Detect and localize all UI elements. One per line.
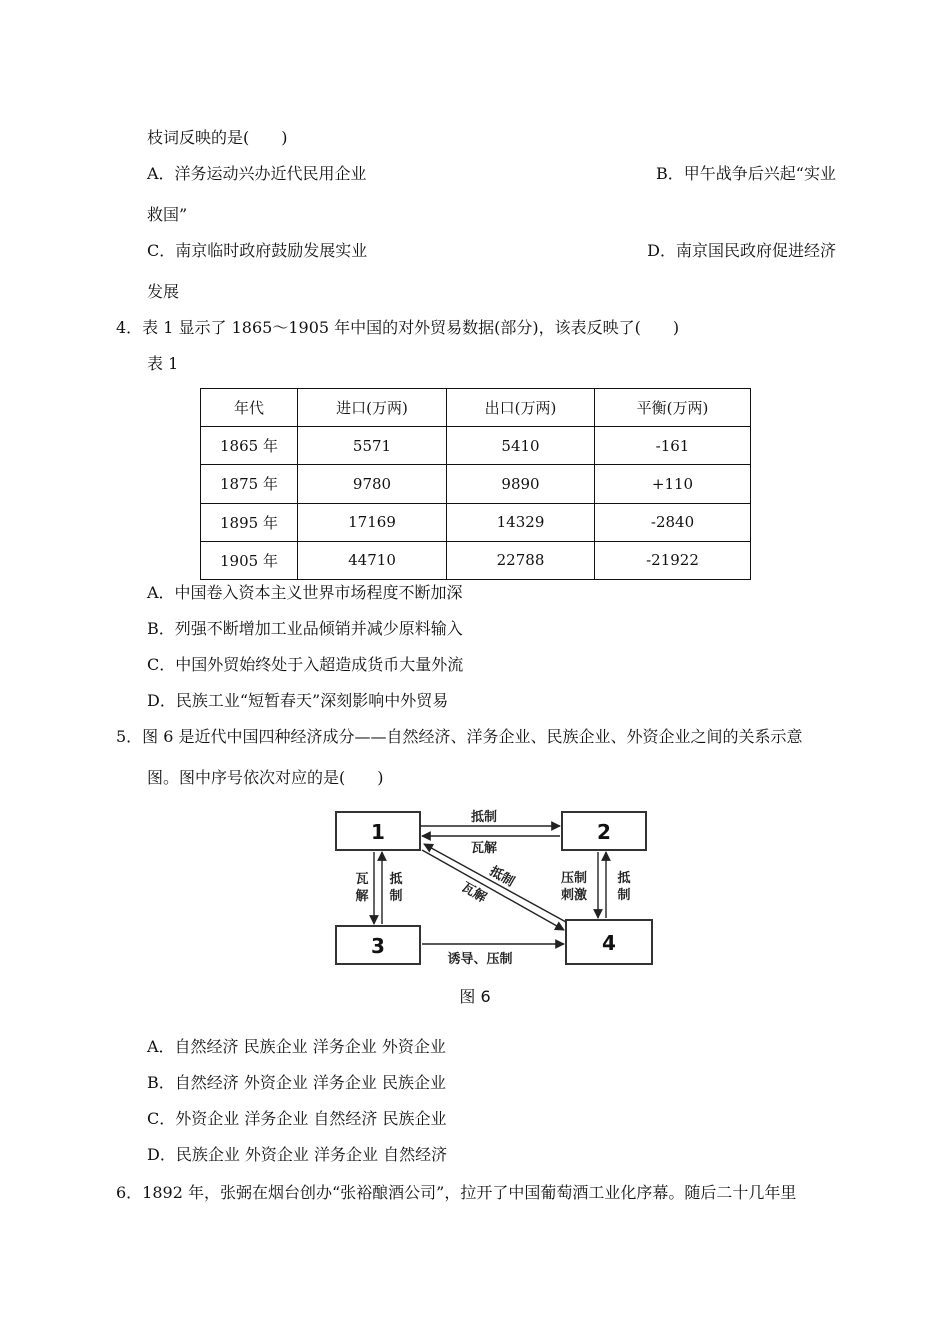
economy-relation-diagram: [330, 808, 655, 968]
table-cell: +110: [595, 465, 751, 503]
q3-option-d-cont: 发展: [147, 282, 180, 301]
table-cell: 1895 年: [201, 503, 298, 541]
table-header-cell: 进口(万两): [298, 389, 447, 427]
label-diagonal-lower: 瓦解: [458, 879, 489, 906]
label-3-4: 诱导、压制: [447, 952, 513, 967]
label-1-2-bottom: 瓦解: [470, 841, 498, 856]
box-1-label: 1: [371, 820, 385, 844]
q4-option-d: D．民族工业“短暂春天”深刻影响中外贸易: [147, 691, 449, 710]
label-1-2-top: 抵制: [470, 810, 498, 825]
q5-option-d: D．民族企业 外资企业 洋务企业 自然经济: [147, 1145, 448, 1164]
label-2-4-left-a: 压制: [560, 871, 588, 886]
q4-option-a: A．中国卷入资本主义世界市场程度不断加深: [147, 583, 463, 602]
q4-stem: 4．表 1 显示了 1865～1905 年中国的对外贸易数据(部分)，该表反映了( ): [116, 318, 680, 337]
label-1-3-left-a: 瓦: [355, 872, 369, 887]
table-cell: 14329: [447, 503, 595, 541]
diagram-caption: 图 6: [459, 987, 491, 1006]
box-4-label: 4: [602, 931, 616, 955]
label-diagonal-upper: 抵制: [486, 863, 517, 890]
q5-option-b: B．自然经济 外资企业 洋务企业 民族企业: [147, 1073, 447, 1092]
table-cell: 44710: [298, 541, 447, 579]
label-2-4-right-b: 制: [617, 888, 631, 903]
table-cell: 22788: [447, 541, 595, 579]
label-2-4-left-b: 刺激: [560, 888, 588, 903]
table-cell: 5410: [447, 427, 595, 465]
table-row: [201, 465, 751, 503]
table-cell: 1875 年: [201, 465, 298, 503]
label-1-3-left-b: 解: [355, 889, 369, 904]
q3-option-c: C．南京临时政府鼓励发展实业: [147, 241, 368, 260]
table-row: [201, 503, 751, 541]
q3-option-b: B．甲午战争后兴起“实业: [656, 164, 836, 183]
table-cell: 5571: [298, 427, 447, 465]
table-cell: -2840: [595, 503, 751, 541]
table-header-cell: 年代: [201, 389, 298, 427]
arrow-1-to-4: [422, 850, 564, 930]
table-header-cell: 出口(万两): [447, 389, 595, 427]
label-1-3-right-a: 抵: [389, 872, 403, 887]
q4-option-c: C．中国外贸始终处于入超造成货币大量外流: [147, 655, 464, 674]
table-cell: 9890: [447, 465, 595, 503]
table-header-row: [201, 389, 751, 427]
table-header-cell: 平衡(万两): [595, 389, 751, 427]
q3-stem-tail: 枝词反映的是( ): [147, 128, 288, 147]
q5-stem-line1: 5．图 6 是近代中国四种经济成分——自然经济、洋务企业、民族企业、外资企业之间的关系示意: [116, 727, 803, 746]
q5-option-a: A．自然经济 民族企业 洋务企业 外资企业: [147, 1037, 446, 1056]
table-cell: -21922: [595, 541, 751, 579]
box-2-label: 2: [597, 820, 611, 844]
table-cell: 9780: [298, 465, 447, 503]
q5-option-c: C．外资企业 洋务企业 自然经济 民族企业: [147, 1109, 447, 1128]
q5-stem-line2: 图。图中序号依次对应的是( ): [147, 768, 384, 787]
label-1-3-right-b: 制: [389, 889, 403, 904]
q4-option-b: B．列强不断增加工业品倾销并减少原料输入: [147, 619, 463, 638]
label-2-4-right-a: 抵: [617, 871, 631, 886]
table-cell: 1865 年: [201, 427, 298, 465]
q3-option-a: A．洋务运动兴办近代民用企业: [147, 164, 367, 183]
table-row: [201, 427, 751, 465]
table-cell: -161: [595, 427, 751, 465]
box-3-label: 3: [371, 934, 385, 958]
q3-option-d: D．南京国民政府促进经济: [647, 241, 836, 260]
table-row: [201, 541, 751, 579]
q3-option-b-cont: 救国”: [147, 205, 188, 224]
trade-table: [200, 388, 751, 580]
q6-stem: 6．1892 年，张弼在烟台创办“张裕酿酒公司”，拉开了中国葡萄酒工业化序幕。随后二十几年里: [116, 1183, 797, 1202]
table-cell: 1905 年: [201, 541, 298, 579]
q4-table-label: 表 1: [147, 354, 179, 373]
table-cell: 17169: [298, 503, 447, 541]
